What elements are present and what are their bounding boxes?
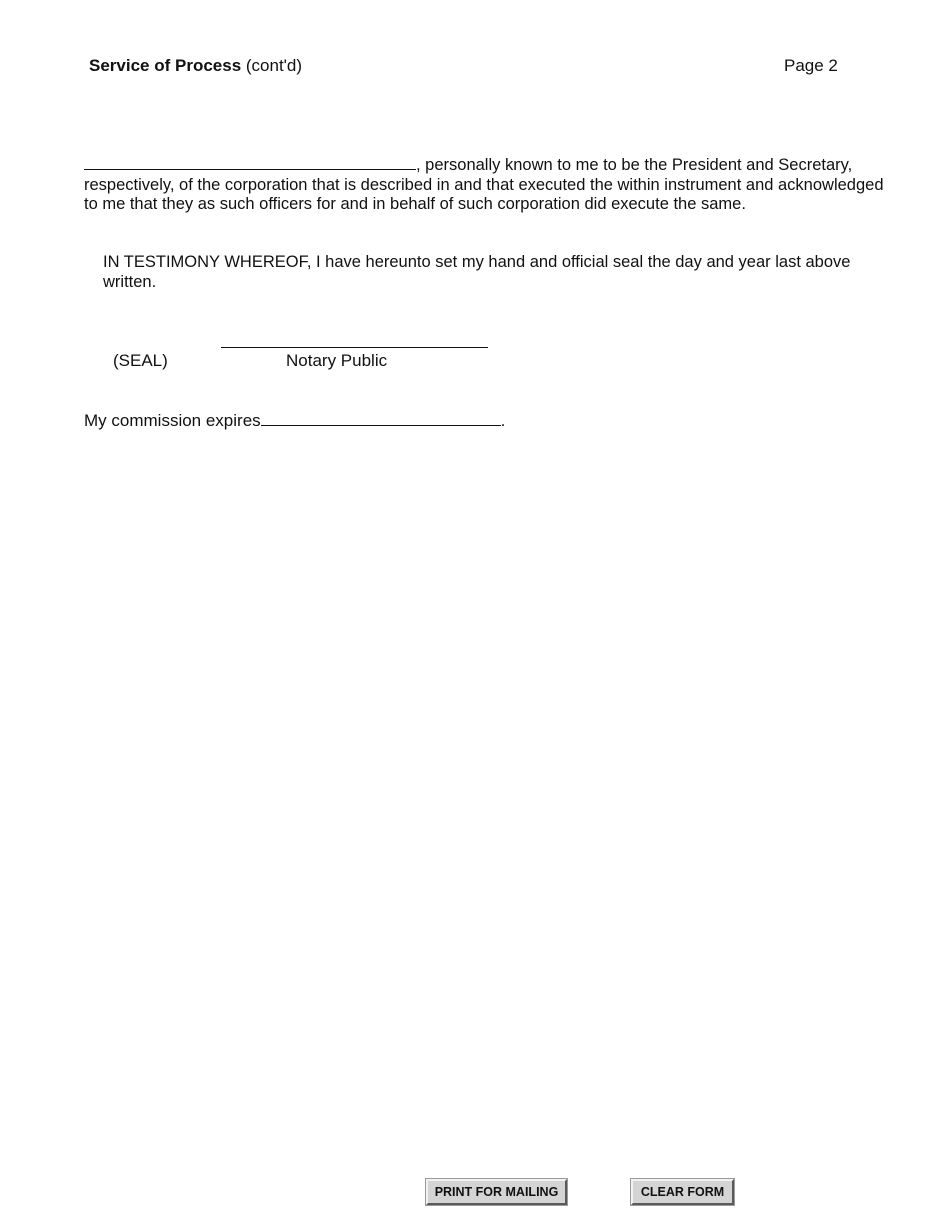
notary-public-label: Notary Public bbox=[286, 351, 388, 370]
acknowledgment-paragraph bbox=[84, 154, 884, 215]
testimony-paragraph: IN TESTIMONY WHEREOF, I have hereunto set my hand and official seal the day and year last above written. bbox=[103, 253, 851, 291]
clear-form-button[interactable]: CLEAR FORM bbox=[631, 1179, 734, 1205]
commission-date-blank[interactable] bbox=[261, 410, 501, 426]
commission-expires-row bbox=[84, 410, 505, 431]
notary-signature-line[interactable] bbox=[221, 347, 488, 348]
page-header-title bbox=[89, 56, 302, 76]
form-title: Service of Process bbox=[89, 56, 242, 75]
print-for-mailing-button[interactable]: PRINT FOR MAILING bbox=[426, 1179, 567, 1205]
acknowledgment-text: , personally known to me to be the President and Secretary, respectively, of the corporation that is described in and that executed the within instrument and acknowledged to me that they as such officers for and in behalf of such corporation did execute the same. bbox=[84, 156, 884, 214]
commission-period: . bbox=[500, 411, 506, 430]
commission-label: My commission expires bbox=[84, 411, 261, 430]
officer-names-blank[interactable] bbox=[84, 154, 416, 170]
form-title-suffix: (cont'd) bbox=[245, 56, 303, 75]
seal-label: (SEAL) bbox=[113, 351, 168, 370]
page-number: Page 2 bbox=[784, 56, 838, 75]
